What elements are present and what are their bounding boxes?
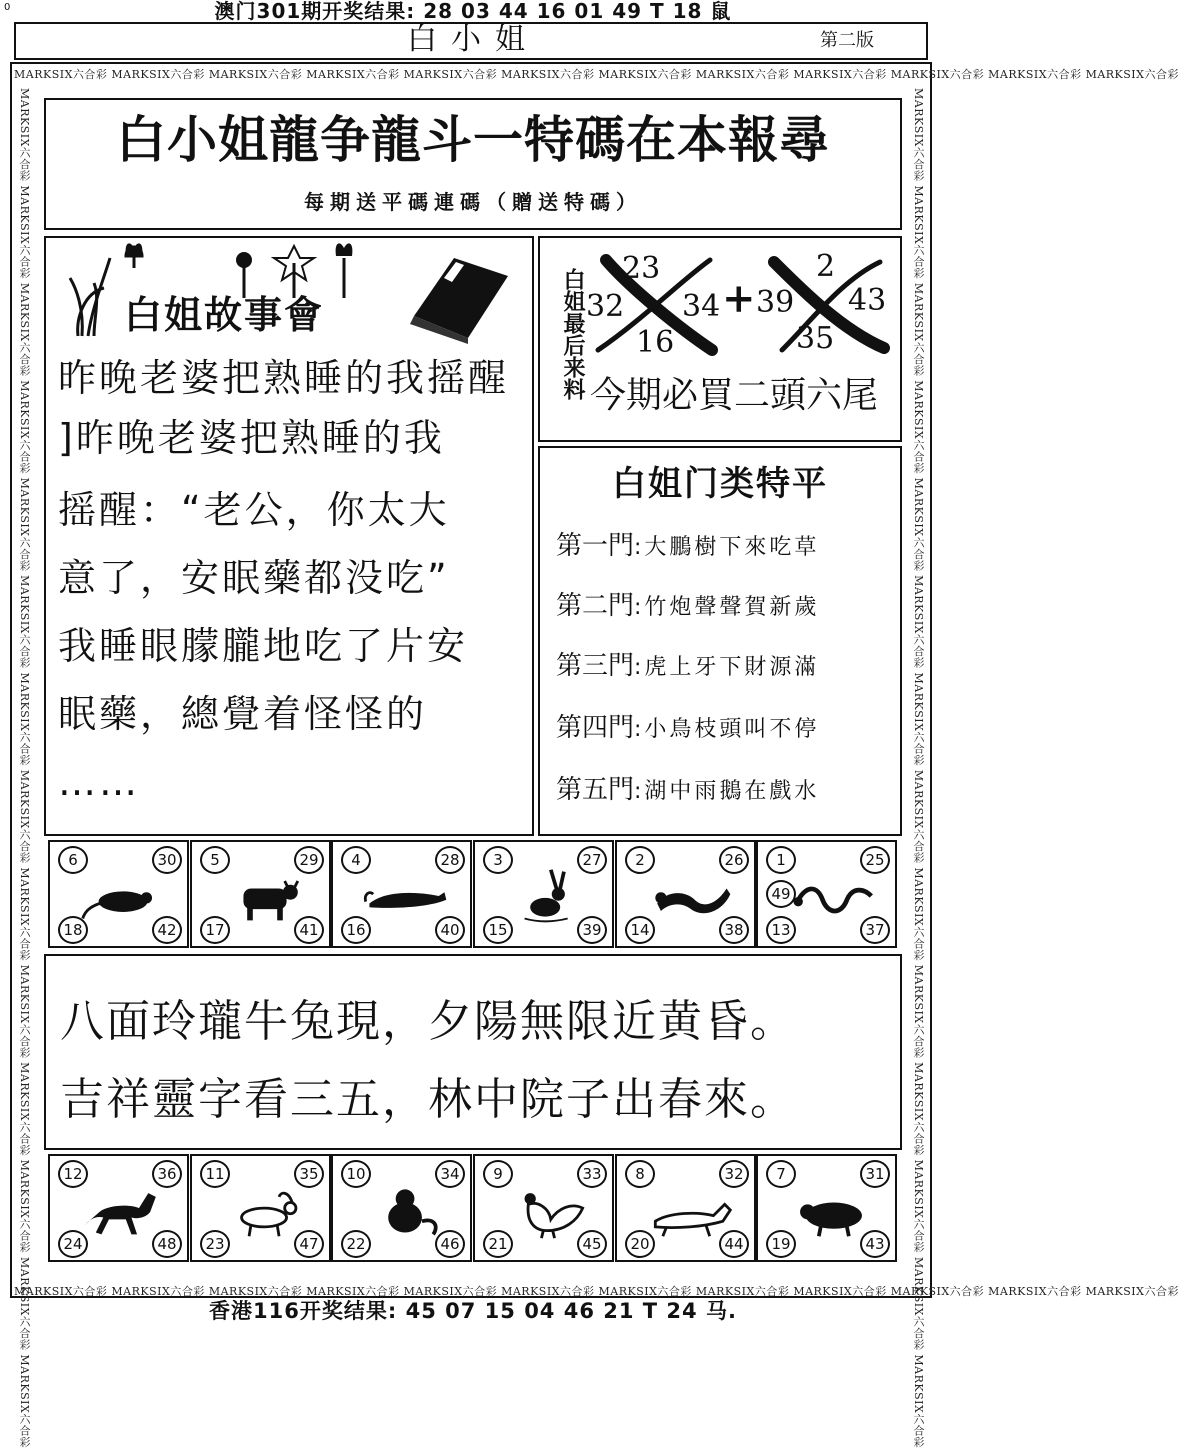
corner-mark: 0 (4, 2, 11, 13)
gate-label: 第四門 (556, 713, 635, 743)
number-ball: 48 (152, 1230, 182, 1258)
number-ball: 39 (577, 916, 607, 944)
ox-icon (220, 866, 310, 926)
story-line: …… (58, 760, 140, 804)
last-pick-main: 今期必買二頭六尾 (590, 375, 879, 416)
gate-row (556, 646, 896, 688)
tiger-icon (361, 866, 451, 926)
horse-icon (78, 1180, 168, 1240)
gates-title: 白姐门类特平 (612, 464, 828, 504)
story-line: ]昨晚老婆把熟睡的我 (58, 416, 445, 460)
number-ball: 13 (766, 916, 796, 944)
number-ball: 27 (577, 846, 607, 874)
headline-main: 白小姐龍争龍斗一特碼在本報尋 (116, 111, 830, 169)
number-ball: 9 (483, 1160, 513, 1188)
story-line: 意了，安眠藥都没吃” (58, 556, 450, 600)
number-ball: 12 (58, 1160, 88, 1188)
number-ball: 38 (719, 916, 749, 944)
number-ball: 29 (294, 846, 324, 874)
zodiac-cell (473, 1154, 614, 1262)
top-lottery-result: 澳门301期开奖结果: 28 03 44 16 01 49 T 18 鼠 (214, 0, 732, 23)
number-ball: 34 (435, 1160, 465, 1188)
number-ball: 24 (58, 1230, 88, 1258)
border-strip-bottom: MARKSIX六合彩 MARKSIX六合彩 MARKSIX六合彩 MARKSIX六合彩 MARKSIX六合彩 MARKSIX六合彩 MARKSIX六合彩 MARKSIX六合彩 MARKSIX六合彩 MARKSIX六合彩 MARKSIX六合彩 MARKSIX六合彩 (14, 1285, 1179, 1298)
number-ball: 3 (483, 846, 513, 874)
number-ball: 18 (58, 916, 88, 944)
zodiac-cell (331, 1154, 472, 1262)
story-line: 眠藥，總覺着怪怪的 (58, 692, 428, 736)
number-ball: 16 (341, 916, 371, 944)
number-ball: 44 (719, 1230, 749, 1258)
pick-number: 32 (586, 289, 625, 324)
zodiac-row-top (44, 840, 902, 948)
border-strip-left: MARKSIX六合彩 MARKSIX六合彩 MARKSIX六合彩 MARKSIX六合彩 MARKSIX六合彩 MARKSIX六合彩 MARKSIX六合彩 MARKSIX六合彩 MARKSIX六合彩 MARKSIX六合彩 MARKSIX六合彩 MARKSIX六合彩 MARKSIX六合彩 MARKSIX六合彩 (18, 88, 31, 1448)
pick-number: 16 (636, 325, 675, 360)
pick-number: 39 (756, 285, 795, 320)
pick-number: 35 (796, 321, 835, 356)
poem-line-1: 八面玲瓏牛兔現，夕陽無限近黄昏。 (60, 996, 796, 1047)
gate-row (556, 770, 896, 812)
gate-row (556, 586, 896, 628)
border-strip-right: MARKSIX六合彩 MARKSIX六合彩 MARKSIX六合彩 MARKSIX六合彩 MARKSIX六合彩 MARKSIX六合彩 MARKSIX六合彩 MARKSIX六合彩 MARKSIX六合彩 MARKSIX六合彩 MARKSIX六合彩 MARKSIX六合彩 MARKSIX六合彩 MARKSIX六合彩 (912, 88, 925, 1448)
number-ball: 19 (766, 1230, 796, 1258)
zodiac-cell (756, 840, 897, 948)
gate-value: :小鳥枝頭叫不停 (634, 717, 820, 742)
number-ball: 36 (152, 1160, 182, 1188)
number-ball: 17 (200, 916, 230, 944)
rooster-icon (503, 1180, 593, 1240)
pick-number: 34 (682, 289, 721, 324)
gate-label: 第二門 (556, 591, 635, 621)
number-ball: 1 (766, 846, 796, 874)
story-line: 昨晚老婆把熟睡的我摇醒 (58, 356, 510, 400)
zodiac-cell (331, 840, 472, 948)
zodiac-row-bottom (44, 1154, 902, 1262)
snake-icon (786, 866, 876, 926)
edition-label: 第二版 (820, 30, 874, 51)
number-ball: 14 (625, 916, 655, 944)
number-ball: 30 (152, 846, 182, 874)
zodiac-cell (190, 840, 331, 948)
border-strip-top: MARKSIX六合彩 MARKSIX六合彩 MARKSIX六合彩 MARKSIX六合彩 MARKSIX六合彩 MARKSIX六合彩 MARKSIX六合彩 MARKSIX六合彩 MARKSIX六合彩 MARKSIX六合彩 MARKSIX六合彩 MARKSIX六合彩 (14, 68, 1179, 81)
number-ball: 10 (341, 1160, 371, 1188)
number-ball: 40 (435, 916, 465, 944)
number-ball: 41 (294, 916, 324, 944)
number-ball: 22 (341, 1230, 371, 1258)
goat-icon (220, 1180, 310, 1240)
number-ball: 6 (58, 846, 88, 874)
number-ball: 43 (860, 1230, 890, 1258)
number-ball: 2 (625, 846, 655, 874)
zodiac-cell (473, 840, 614, 948)
pick-plus: + (722, 275, 756, 322)
zodiac-cell (615, 1154, 756, 1262)
zodiac-cell (756, 1154, 897, 1262)
number-ball: 49 (766, 880, 796, 908)
gate-label: 第五門 (556, 775, 635, 805)
rat-icon (78, 866, 168, 926)
last-pick-label: 白姐最后来料 (560, 268, 585, 400)
dragon-icon (645, 866, 735, 926)
gate-value: :竹炮聲聲賀新歲 (634, 595, 820, 620)
gate-row (556, 708, 896, 750)
story-line: 摇醒：“老公，你太大 (58, 488, 450, 532)
dog-icon (645, 1180, 735, 1240)
pick-number: 23 (622, 251, 661, 286)
number-ball: 37 (860, 916, 890, 944)
zodiac-cell (48, 840, 189, 948)
pick-number: 43 (848, 283, 887, 318)
number-ball: 20 (625, 1230, 655, 1258)
gate-label: 第三門 (556, 651, 635, 681)
number-ball: 11 (200, 1160, 230, 1188)
book-icon (404, 254, 514, 344)
monkey-icon (361, 1180, 451, 1240)
gate-value: :湖中雨鵝在戲水 (634, 779, 820, 804)
number-ball: 4 (341, 846, 371, 874)
number-ball: 8 (625, 1160, 655, 1188)
number-ball: 5 (200, 846, 230, 874)
number-ball: 35 (294, 1160, 324, 1188)
story-title: 白姐故事會 (124, 293, 325, 337)
number-ball: 31 (860, 1160, 890, 1188)
number-ball: 32 (719, 1160, 749, 1188)
gate-value: :虎上牙下財源滿 (634, 655, 820, 680)
poem-line-2: 吉祥靈字看三五，林中院子出春來。 (60, 1074, 796, 1125)
gate-label: 第一門 (556, 531, 635, 561)
rabbit-icon (503, 866, 593, 926)
zodiac-cell (615, 840, 756, 948)
zodiac-cell (190, 1154, 331, 1262)
number-ball: 23 (200, 1230, 230, 1258)
number-ball: 28 (435, 846, 465, 874)
number-ball: 26 (719, 846, 749, 874)
number-ball: 42 (152, 916, 182, 944)
number-ball: 33 (577, 1160, 607, 1188)
number-ball: 47 (294, 1230, 324, 1258)
number-ball: 15 (483, 916, 513, 944)
masthead-title: 白小姐 (407, 22, 539, 57)
pick-number: 2 (816, 249, 836, 284)
number-ball: 21 (483, 1230, 513, 1258)
story-line: 我睡眼朦朧地吃了片安 (58, 624, 469, 668)
number-ball: 7 (766, 1160, 796, 1188)
pig-icon (786, 1180, 876, 1240)
gate-value: :大鵬樹下來吃草 (634, 535, 820, 560)
zodiac-cell (48, 1154, 189, 1262)
number-ball: 45 (577, 1230, 607, 1258)
bottom-lottery-result: 香港116开奖结果: 45 07 15 04 46 21 T 24 马. (209, 1299, 737, 1323)
number-ball: 25 (860, 846, 890, 874)
headline-sub: 每期送平碼連碼（贈送特碼） (304, 190, 642, 214)
number-ball: 46 (435, 1230, 465, 1258)
gate-row (556, 526, 896, 568)
